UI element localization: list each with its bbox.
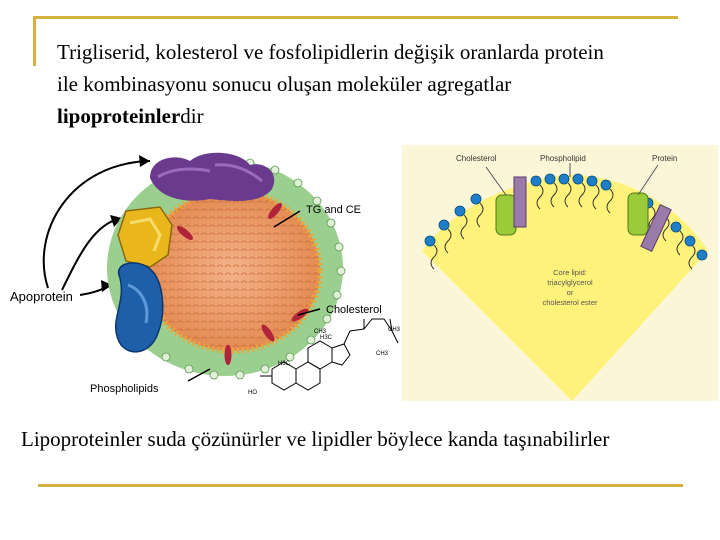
ho-label: HO [248,390,257,396]
ch3-label-1: CH3 [314,329,327,335]
blue-apoprotein [116,263,163,352]
core-label-line-2: triacylglycerol [547,278,593,287]
intro-suffix: dir [180,104,204,128]
core-label-line-1: Core lipid: [553,268,587,277]
yellow-apoprotein [118,207,172,267]
caption: Lipoproteinler suda çözünürler ve lipidler böylece kanda taşınabilirler [21,427,610,451]
ch3-label-3: CH3 [376,351,389,357]
top-rule [33,16,678,19]
intro-text [57,36,697,132]
core-label-line-3: or [566,288,574,297]
cholesterol-label: Cholesterol [326,304,382,316]
intro-bold-term: lipoproteinler [57,104,181,128]
intro-line-1: Trigliserid, kolesterol ve fosfolipidlerin değişik oranlarda protein [57,40,604,64]
left-rule [33,16,36,66]
ch3-label-2: CH3 [388,327,401,333]
bottom-rule [38,484,683,487]
phospholipids-label: Phospholipids [90,383,159,395]
core-label-line-4: cholesterol ester [542,298,598,307]
intro-line-2: ile kombinasyonu sonucu oluşan moleküler agregatlar [57,72,512,96]
lipoprotein-surface-diagram [402,145,718,401]
intro-line-3 [57,100,697,132]
lipoprotein-particle-figure [0,143,410,408]
h3c-label-2: H3C [320,335,333,341]
h3c-label-1: H3C [278,361,291,367]
phospholipid-label: Phospholipid [540,154,586,163]
tg-ce-label: TG and CE [306,204,362,216]
cholesterol-label: Cholesterol [456,154,497,163]
protein-label: Protein [652,154,678,163]
apoprotein-label: Apoprotein [10,289,73,304]
